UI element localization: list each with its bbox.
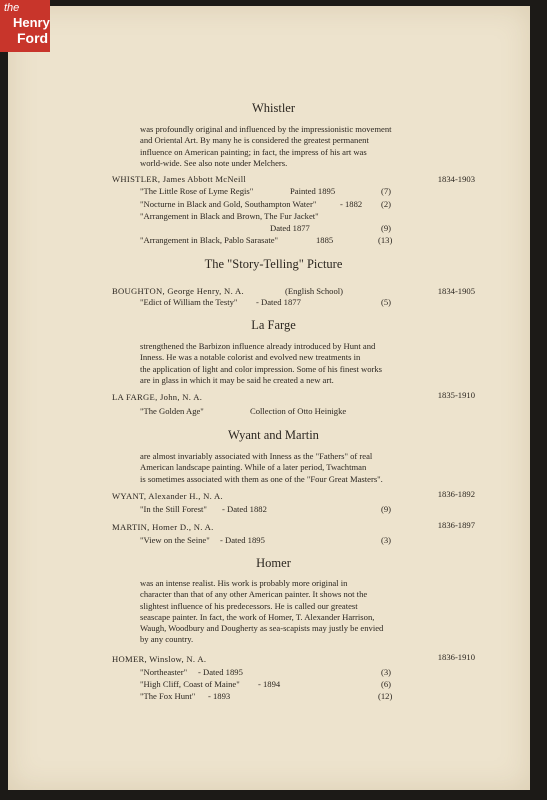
whistler-paragraph bbox=[140, 124, 425, 169]
logo-the: the bbox=[4, 2, 20, 14]
heading-homer: Homer bbox=[256, 556, 291, 570]
heading-la-farge: La Farge bbox=[251, 318, 296, 332]
work-title: "Northeaster" bbox=[140, 667, 188, 677]
work-number: (5) bbox=[381, 297, 392, 307]
work-detail: - Dated 1882 bbox=[222, 504, 267, 514]
work-detail: 1885 bbox=[316, 235, 334, 245]
work-title: "High Cliff, Coast of Maine" bbox=[140, 679, 240, 689]
work-detail: Collection of Otto Heinigke bbox=[250, 406, 347, 416]
work-title: "Nocturne in Black and Gold, Southampton Water" bbox=[140, 199, 317, 209]
work-title: "Arrangement in Black and Brown, The Fur Jacket" bbox=[140, 211, 319, 221]
paragraph-line: the application of light and color impression. Some of his finest works bbox=[140, 363, 383, 374]
paragraph-line: influence on American painting; in fact, the impress of his art was bbox=[140, 146, 367, 157]
work-number: (3) bbox=[381, 535, 392, 545]
paragraph-line: slightest influence of his predecessors. He is called our greatest bbox=[140, 600, 358, 611]
work-title: "Edict of William the Testy" bbox=[140, 297, 238, 307]
paragraph-line: are almost invariably associated with Inness as the "Fathers" of real bbox=[140, 451, 373, 461]
paragraph-line: seascape painter. In fact, the work of Homer, T. Alexander Harrison, bbox=[140, 611, 375, 622]
work-detail: - 1894 bbox=[258, 679, 281, 689]
heading-story-telling: The "Story-Telling" Picture bbox=[204, 257, 343, 271]
paragraph-line: by any country. bbox=[140, 634, 194, 645]
henry-ford-logo bbox=[0, 0, 50, 52]
la-farge-paragraph bbox=[140, 341, 425, 386]
paragraph-line: was an intense realist. His work is probably more original in bbox=[140, 578, 348, 588]
years-whistler: 1834-1903 bbox=[437, 174, 475, 184]
artist-boughton: BOUGHTON, George Henry, N. A. bbox=[112, 286, 244, 296]
wyant-martin-paragraph bbox=[140, 451, 425, 485]
artist-martin: MARTIN, Homer D., N. A. bbox=[112, 522, 214, 532]
work-detail: - 1882 bbox=[340, 199, 363, 209]
homer-paragraph bbox=[140, 578, 425, 646]
years-boughton: 1834-1905 bbox=[437, 286, 475, 296]
work-number: (9) bbox=[381, 504, 392, 514]
work-detail: - 1893 bbox=[208, 691, 231, 701]
paragraph-line: is sometimes associated with them as one of the "Four Great Masters". bbox=[140, 473, 383, 484]
paragraph-line: and Oriental Art. By many he is considered the greatest permanent bbox=[140, 135, 369, 146]
paragraph-line: was profoundly original and influenced by the impressionistic movement bbox=[140, 124, 392, 134]
artist-whistler: WHISTLER, James Abbott McNeill bbox=[112, 174, 247, 184]
work-title: "The Fox Hunt" bbox=[140, 691, 196, 701]
work-detail: - Dated 1877 bbox=[256, 297, 301, 307]
artist-la-farge: LA FARGE, John, N. A. bbox=[112, 392, 203, 402]
work-number: (9) bbox=[381, 223, 392, 233]
paragraph-line: strengthened the Barbizon influence already introduced by Hunt and bbox=[140, 341, 376, 351]
work-title: "Arrangement in Black, Pablo Sarasate" bbox=[140, 235, 279, 245]
work-detail: Dated 1877 bbox=[270, 223, 310, 233]
work-detail: - Dated 1895 bbox=[220, 535, 265, 545]
years-wyant: 1836-1892 bbox=[437, 489, 475, 499]
paragraph-line: world-wide. See also note under Melchers. bbox=[140, 157, 288, 168]
school-boughton: (English School) bbox=[285, 286, 344, 296]
logo-ford: Ford bbox=[17, 30, 49, 46]
work-number: (12) bbox=[378, 691, 393, 701]
paragraph-line: Inness. He was a notable colorist and evolved new treatments in bbox=[140, 352, 361, 363]
heading-wyant-martin: Wyant and Martin bbox=[228, 428, 319, 442]
work-number: (2) bbox=[381, 199, 392, 209]
work-title: "In the Still Forest" bbox=[140, 504, 207, 514]
paragraph-line: Waugh, Woodbury and Dougherty as sea-scapists may justly be envied bbox=[140, 623, 384, 634]
paragraph-line: character than that of any other American painter. It shows not the bbox=[140, 589, 368, 600]
work-detail: Painted 1895 bbox=[290, 186, 336, 196]
logo-henry: Henry bbox=[13, 15, 50, 30]
artist-wyant: WYANT, Alexander H., N. A. bbox=[112, 491, 223, 501]
years-la-farge: 1835-1910 bbox=[437, 390, 475, 400]
work-number: (7) bbox=[381, 186, 392, 196]
work-number: (3) bbox=[381, 667, 392, 677]
work-detail: - Dated 1895 bbox=[198, 667, 243, 677]
paragraph-line: American landscape painting. While of a later period, Twachtman bbox=[140, 462, 367, 473]
years-homer: 1836-1910 bbox=[437, 652, 475, 662]
work-title: "The Little Rose of Lyme Regis" bbox=[140, 186, 254, 196]
work-number: (6) bbox=[381, 679, 392, 689]
heading-whistler: Whistler bbox=[251, 101, 296, 115]
work-title: "The Golden Age" bbox=[140, 406, 204, 416]
years-martin: 1836-1897 bbox=[437, 520, 475, 530]
work-number: (13) bbox=[378, 235, 393, 245]
work-title: "View on the Seine" bbox=[140, 535, 210, 545]
paragraph-line: are in glass in which it may be said he created a new art. bbox=[140, 374, 334, 385]
artist-homer: HOMER, Winslow, N. A. bbox=[112, 654, 207, 664]
